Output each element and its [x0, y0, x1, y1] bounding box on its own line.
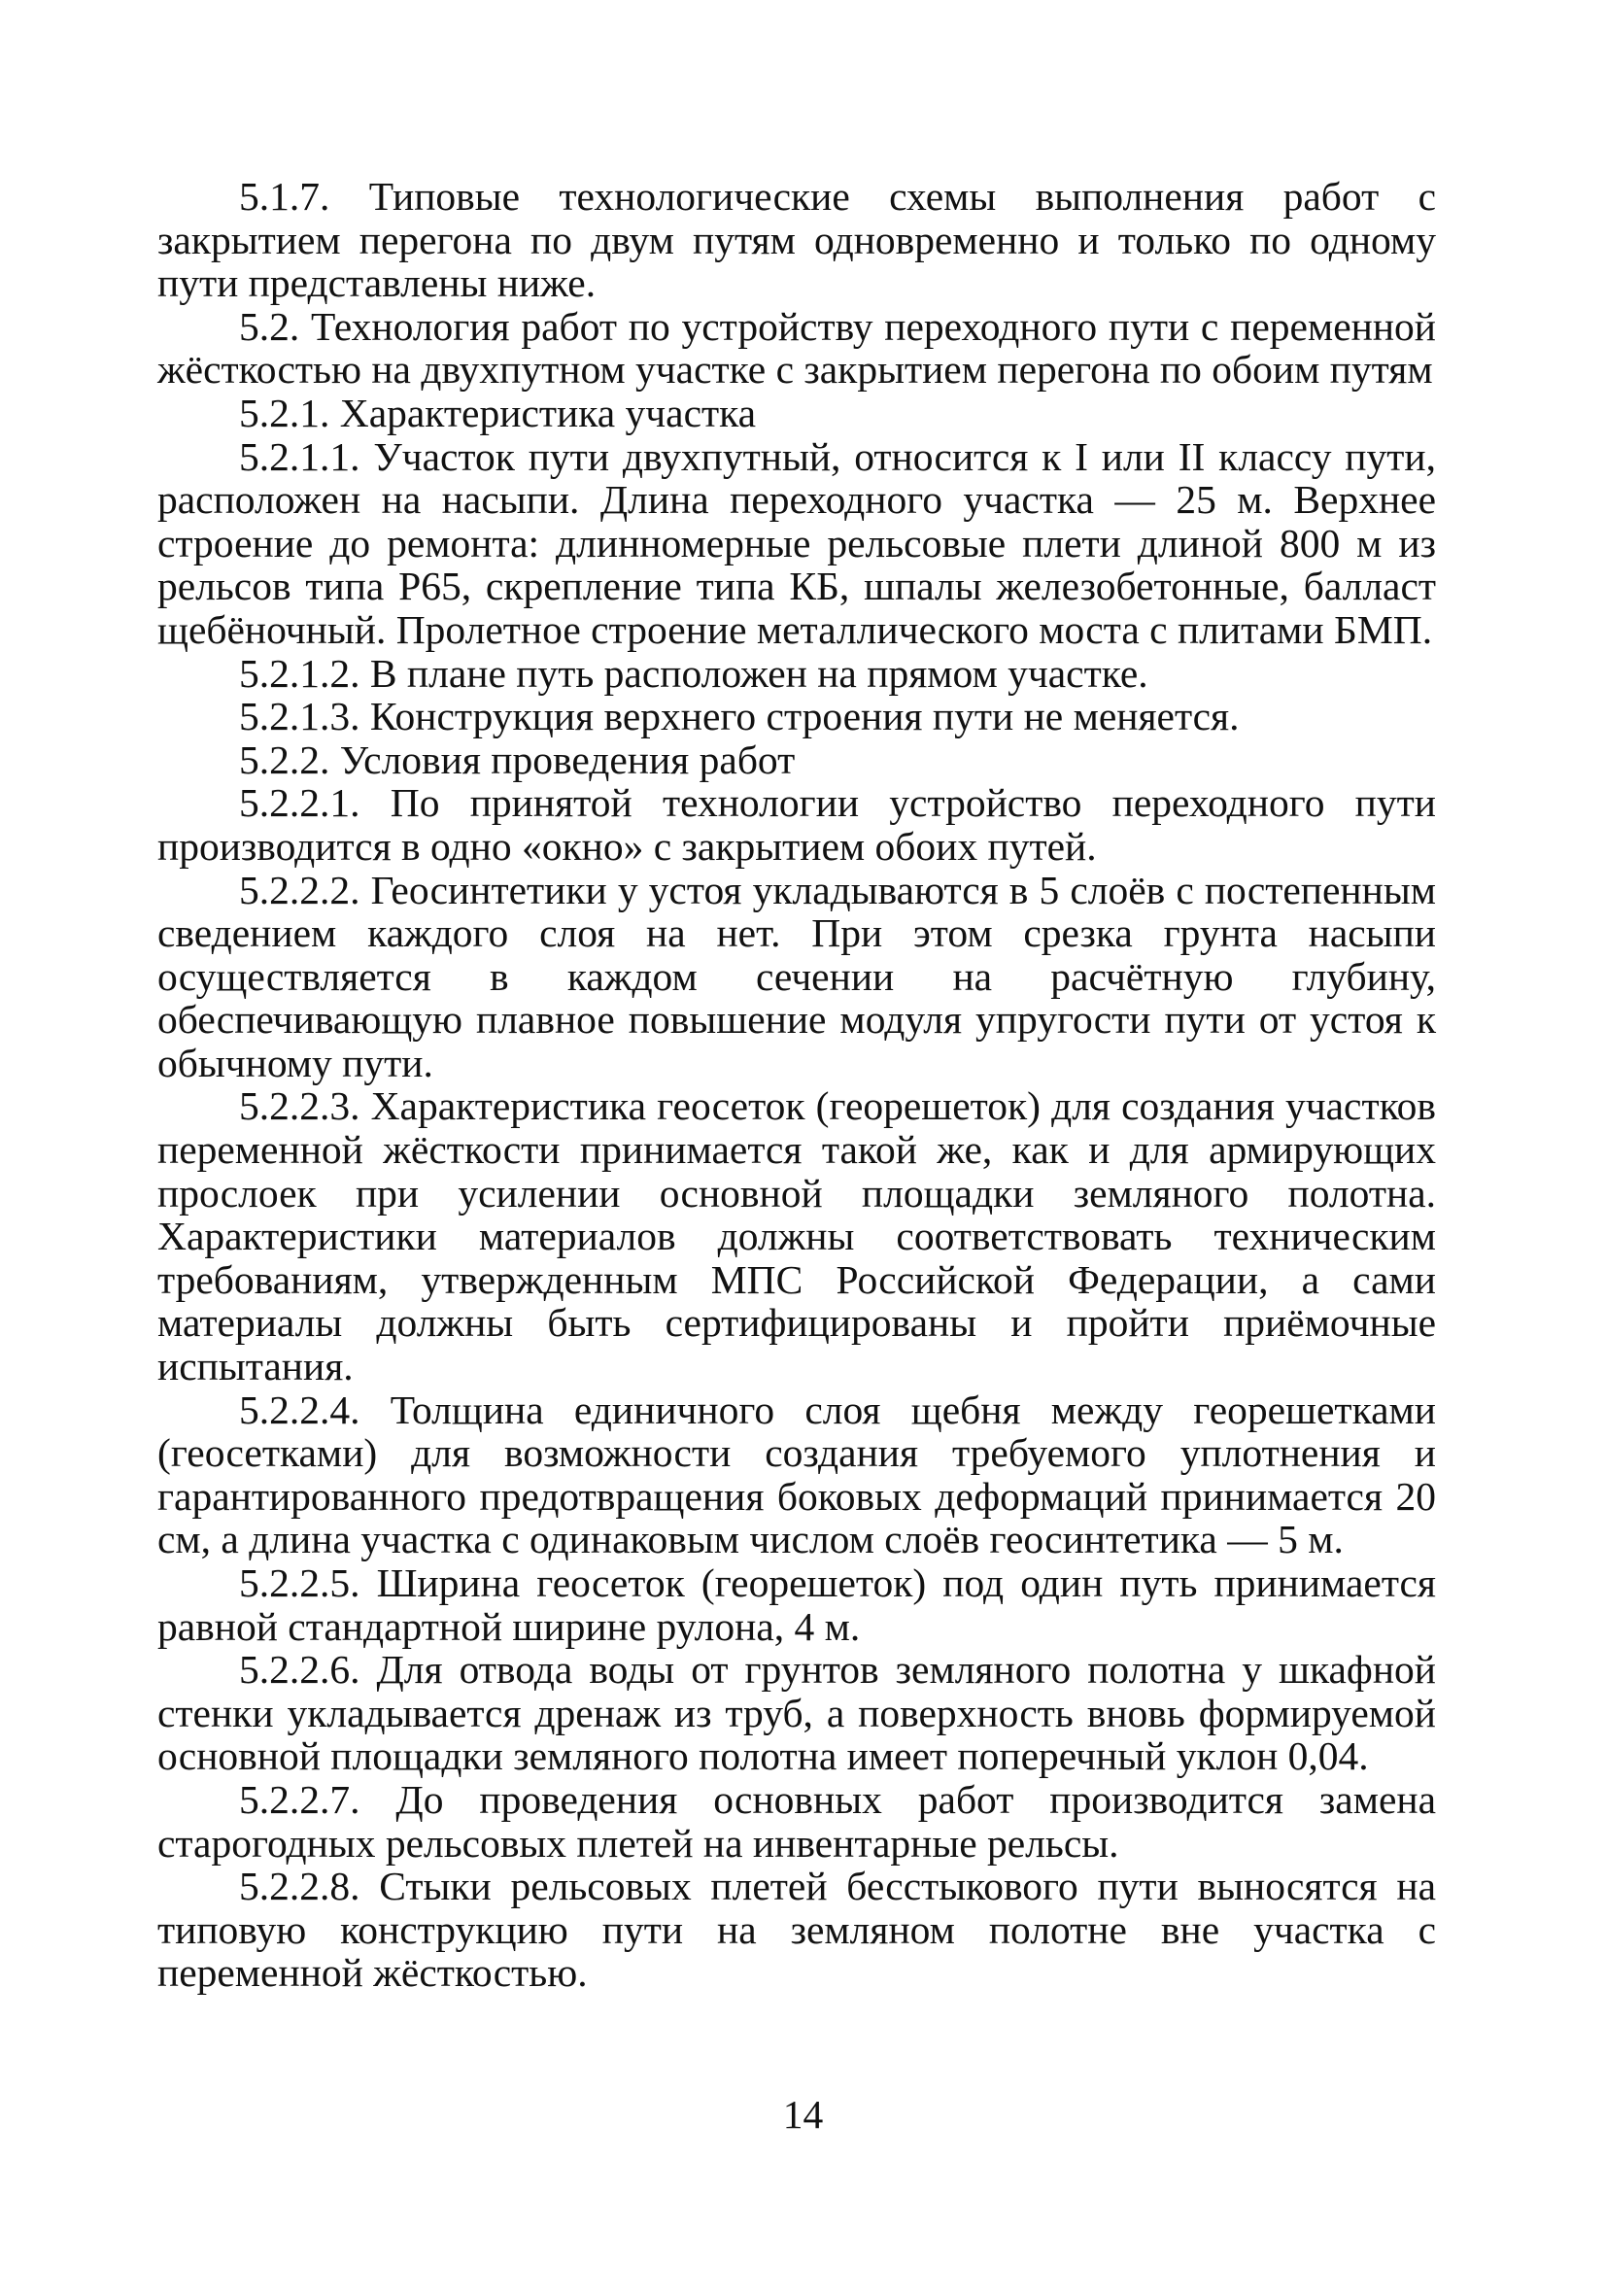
- paragraph-5-2-2-7: 5.2.2.7. До проведения основных работ производится замена старогодных рельсовых плетей на инвентарные рельсы.: [157, 1776, 1436, 1866]
- paragraph-5-2-2-2: 5.2.2.2. Геосинтетики у устоя укладываются в 5 слоёв с постепенным сведением каждого слоя на нет. При этом срезка грунта насыпи осуществляется в каждом сечении на расчётную глубину, обеспечивающую плавное повышение модуля упругости пути от устоя к обычному пути.: [157, 867, 1436, 1085]
- paragraph-5-2-2: 5.2.2. Условия проведения работ: [239, 737, 796, 782]
- paragraph-5-2-2-4: 5.2.2.4. Толщина единичного слоя щебня между георешетками (геосетками) для возможности создания требуемого уплотнения и гарантированного предотвращения боковых деформаций принимается 20 см, а длина участка с одинаковым числом слоёв геосинтетика — 5 м.: [157, 1387, 1436, 1562]
- page-number: 14: [782, 2092, 824, 2137]
- paragraph-5-2-2-8: 5.2.2.8. Стыки рельсовых плетей бесстыкового пути выносятся на типовую конструкцию пути на земляном полотне вне участка с переменной жёсткостью.: [157, 1864, 1436, 1996]
- paragraph-5-2: 5.2. Технология работ по устройству переходного пути с переменной жёсткостью на двухпутном участке с закрытием перегона по обоим путям: [157, 303, 1436, 393]
- paragraph-5-2-2-3: 5.2.2.3. Характеристика геосеток (георешеток) для создания участков переменной жёсткости принимается такой же, как и для армирующих прослоек при усилении основной площадки земляного полотна. Характеристики материалов должны соответствовать техническим требованиям, утвержденным МПС Российской Федерации, а сами материалы должны быть сертифицированы и пройти приёмочные испытания.: [157, 1083, 1436, 1389]
- paragraph-5-2-2-1: 5.2.2.1. По принятой технологии устройство переходного пути производится в одно «окно» с закрытием обоих путей.: [157, 780, 1436, 869]
- paragraph-5-2-1-1: 5.2.1.1. Участок пути двухпутный, относится к I или II классу пути, расположен на насыпи. Длина переходного участка — 25 м. Верхнее строение до ремонта: длинномерные рельсовые плети длиной 800 м из рельсов типа Р65, скрепление типа КБ, шпалы железобетонные, балласт щебёночный. Пролетное строение металлического моста с плитами БМП.: [157, 433, 1436, 652]
- paragraph-5-2-1-3: 5.2.1.3. Конструкция верхнего строения пути не меняется.: [239, 694, 1240, 739]
- paragraph-5-1-7: 5.1.7. Типовые технологические схемы выполнения работ с закрытием перегона по двум путям одновременно и только по одному пути представлены ниже.: [157, 174, 1436, 306]
- paragraph-5-2-2-6: 5.2.2.6. Для отвода воды от грунтов земляного полотна у шкафной стенки укладывается дренаж из труб, а поверхность вновь формируемой основной площадки земляного полотна имеет поперечный уклон 0,04.: [157, 1647, 1436, 1779]
- body-text: [157, 175, 1436, 1995]
- paragraph-5-2-1: 5.2.1. Характеристика участка: [239, 390, 757, 435]
- paragraph-5-2-1-2: 5.2.1.2. В плане путь расположен на прямом участке.: [239, 650, 1148, 696]
- paragraph-5-2-2-5: 5.2.2.5. Ширина геосеток (георешеток) под один путь принимается равной стандартной ширине рулона, 4 м.: [157, 1560, 1436, 1649]
